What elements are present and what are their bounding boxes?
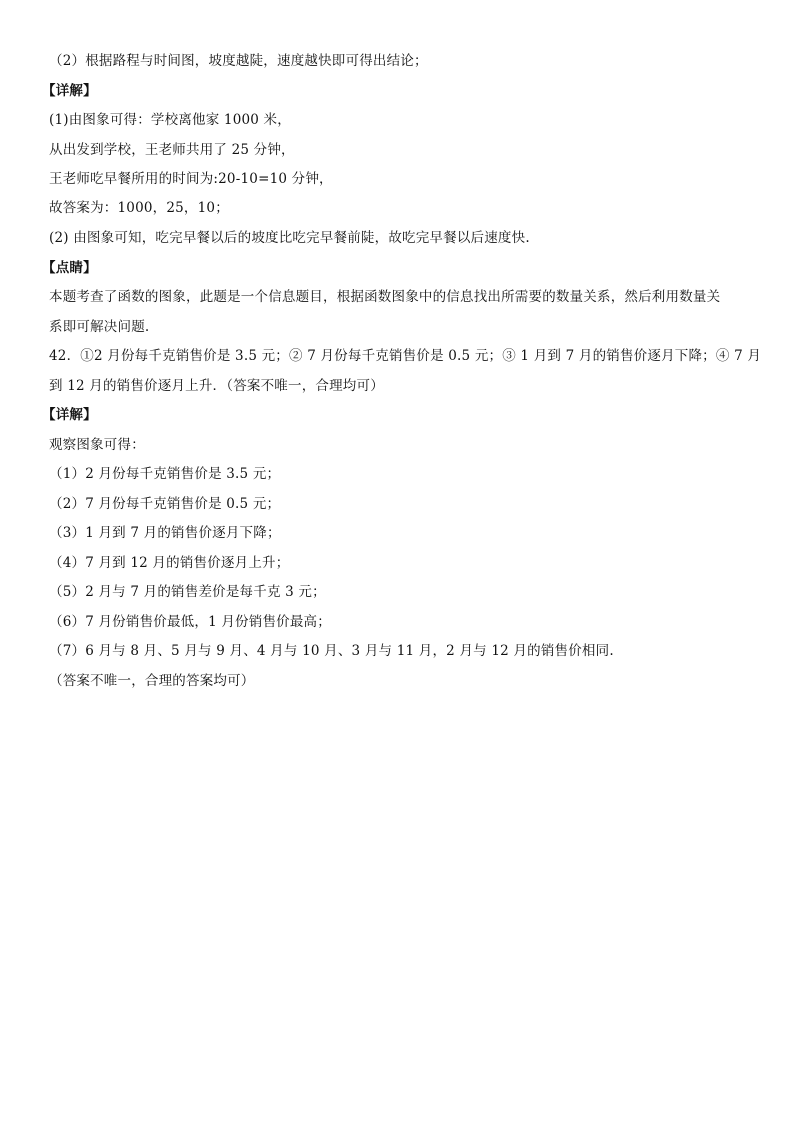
text-line: (2) 由图象可知，吃完早餐以后的坡度比吃完早餐前陡，故吃完早餐以后速度快. (49, 230, 530, 246)
list-item: （2）7 月份每千克销售价是 0.5 元； (49, 496, 281, 512)
text-line: 从出发到学校，王老师共用了 25 分钟， (49, 142, 295, 158)
text-line: （2）根据路程与时间图，坡度越陡，速度越快即可得出结论； (49, 53, 428, 69)
text-line: 本题考查了函数的图象，此题是一个信息题目，根据函数图象中的信息找出所需要的数量关系，然后利用数量关 (49, 289, 721, 305)
text-line: 观察图象可得： (49, 437, 145, 453)
text-line: 故答案为：1000，25，10； (49, 200, 229, 216)
section-heading: 【详解】 (42, 83, 97, 99)
text-line: 42．①2 月份每千克销售价是 3.5 元；② 7 月份每千克销售价是 0.5 元；③ 1 月到 7 月的销售价逐月下降；④ 7 月 (49, 348, 762, 364)
list-item: （5）2 月与 7 月的销售差价是每千克 3 元； (49, 584, 326, 600)
text-line: 系即可解决问题. (49, 319, 150, 335)
section-heading: 【点睛】 (42, 260, 97, 276)
section-heading: 【详解】 (42, 407, 97, 423)
text-line: （答案不唯一，合理的答案均可） (49, 673, 255, 689)
text-line: 到 12 月的销售价逐月上升．（答案不唯一，合理均可） (49, 378, 384, 394)
list-item: （7）6 月与 8 月、5 月与 9 月、4 月与 10 月、3 月与 11 月，2 月与 12 月的销售价相同. (49, 643, 614, 659)
text-line: 王老师吃早餐所用的时间为:20-10=10 分钟， (49, 171, 333, 187)
list-item: （1）2 月份每千克销售价是 3.5 元； (49, 466, 281, 482)
list-item: （3）1 月到 7 月的销售价逐月下降； (49, 525, 281, 541)
list-item: （6）7 月份销售价最低，1 月份销售价最高； (49, 614, 331, 630)
list-item: （4）7 月到 12 月的销售价逐月上升； (49, 555, 290, 571)
text-line: (1)由图象可得：学校离他家 1000 米， (49, 112, 291, 128)
